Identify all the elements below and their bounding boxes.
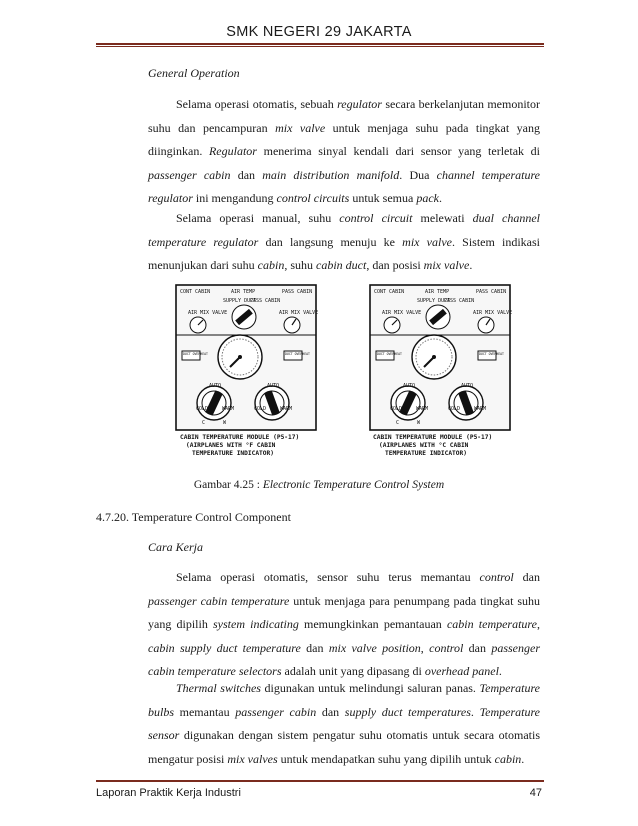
left-module-panel: [176, 285, 318, 457]
right-caption-line-3: TEMPERATURE INDICATOR): [385, 450, 467, 457]
figure-caption: Gambar 4.25 : Electronic Temperature Control System: [193, 479, 445, 491]
page-header-title: SMK NEGERI 29 JAKARTA: [226, 24, 412, 40]
right-caption-line-1: CABIN TEMPERATURE MODULE (P5-17): [373, 434, 493, 441]
left-caption-line-2: (AIRPLANES WITH °F CABIN: [186, 442, 276, 449]
paragraph-temperature-sensor: Selama operasi otomatis, sensor suhu terus memantau control dan passenger cabin temperature untuk menjaga para penumpang pada tingkat suhu yang dipilih system indicating memungkinkan pemantauan cabin temperature, cabin supply duct temperature dan mix valve position, control dan passenger cabin temperature selectors adalah unit yang dipasang di overhead panel.: [148, 570, 541, 678]
footer-rule: [96, 780, 544, 782]
paragraph-manual-operation: Selama operasi manual, suhu control circuit melewati dual channel temperature regulator dan langsung menuju ke mix valve. Sistem indikasi menunjukan dari suhu cabin, suhu cabin duct, dan posisi mix valve.: [148, 211, 541, 272]
section-heading-4-7-20: 4.7.20. Temperature Control Component: [96, 510, 291, 524]
figure-cabin-temperature-modules: [172, 283, 524, 463]
paragraph-automatic-operation: Selama operasi otomatis, sebuah regulator secara berkelanjutan memonitor suhu dan pencampuran mix valve untuk menjaga suhu pada tingkat yang diinginkan. Regulator menerima sinyal kendali dari sensor yang terletak di passenger cabin dan main distribution manifold. Dua channel temperature regulator ini mengandung control circuits untuk semua pack.: [148, 97, 540, 205]
subheading-cara-kerja: Cara Kerja: [148, 540, 204, 554]
paragraph-thermal-switches: Thermal switches digunakan untuk melindungi saluran panas. Temperature bulbs memantau passenger cabin dan supply duct temperatures. Temperature sensor digunakan dengan sistem pengatur suhu otomatis untuk secara otomatis mengatur posisi mix valves untuk mendapatkan suhu yang dipilih untuk cabin.: [148, 681, 541, 766]
right-module-panel: [370, 285, 512, 457]
cabin-temperature-module-illustration: [172, 283, 524, 463]
header-rule: [96, 43, 544, 45]
footer-page-number: 47: [529, 787, 542, 799]
right-caption-line-2: (AIRPLANES WITH °C CABIN: [379, 442, 469, 449]
footer-report-title: Laporan Praktik Kerja Industri: [96, 787, 241, 799]
section-heading-general-operation: General Operation: [148, 66, 240, 80]
left-caption-line-3: TEMPERATURE INDICATOR): [192, 450, 274, 457]
header-rule-thin: [96, 46, 544, 47]
left-caption-line-1: CABIN TEMPERATURE MODULE (P5-17): [180, 434, 300, 441]
